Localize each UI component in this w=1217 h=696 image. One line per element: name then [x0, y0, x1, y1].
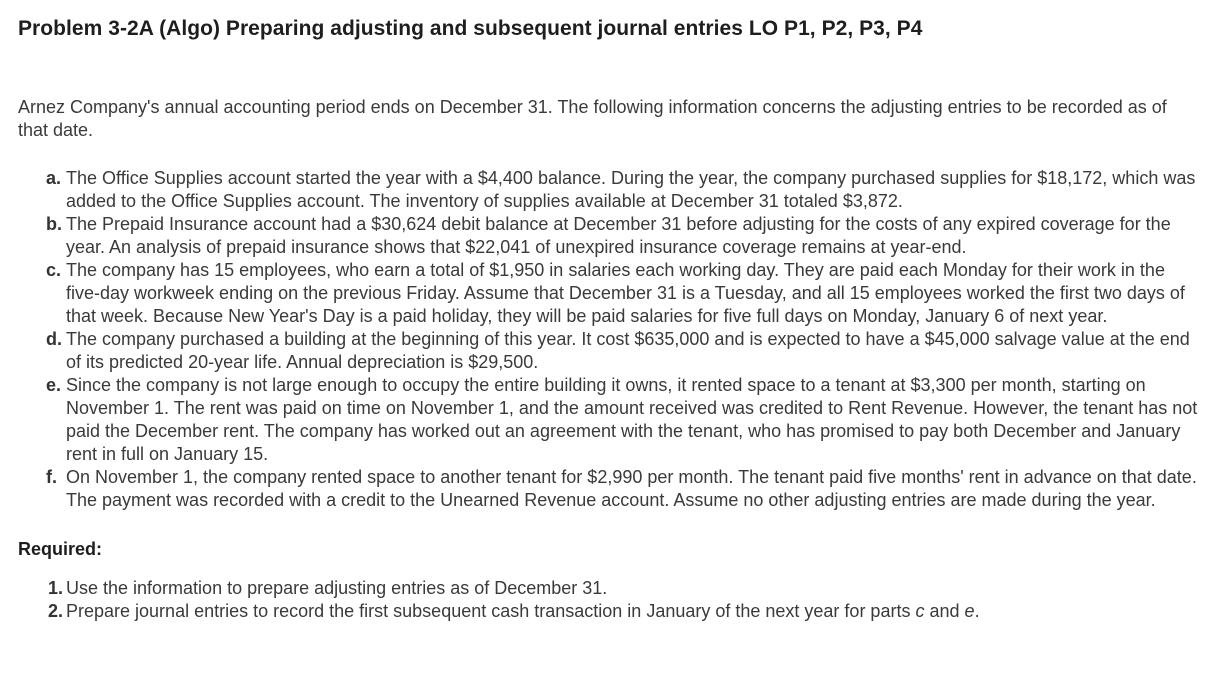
item-c	[18, 259, 1199, 328]
required-marker: 2.	[48, 601, 64, 621]
item-text: On November 1, the company rented space to another tenant for $2,990 per month. The tenant paid five months' rent in advance on that date. The payment was recorded with a credit to the Unearned Revenue account. Assume no other adjusting entries are made during the year.	[66, 467, 1197, 510]
item-marker: f.	[46, 467, 57, 487]
item-marker: d.	[46, 329, 62, 349]
item-text: The Office Supplies account started the year with a $4,400 balance. During the year, the company purchased supplies for $18,172, which was added to the Office Supplies account. The inventory of supplies available at December 31 totaled $3,872.	[66, 168, 1196, 211]
item-b	[18, 213, 1199, 259]
required-heading: Required:	[18, 539, 103, 559]
required-text: Prepare journal entries to record the first subsequent cash transaction in January of the next year for parts	[66, 601, 911, 621]
part-c-ref: c	[915, 601, 925, 621]
item-text: The Prepaid Insurance account had a $30,624 debit balance at December 31 before adjusting for the costs of any expired coverage for the year. An analysis of prepaid insurance shows that $22,041 of unexpired insurance coverage remains at year-end.	[66, 214, 1171, 257]
sentence-end: .	[974, 601, 980, 621]
item-marker: a.	[46, 168, 62, 188]
problem-title: Problem 3-2A (Algo) Preparing adjusting and subsequent journal entries LO P1, P2, P3, P4	[18, 17, 923, 40]
required-marker: 1.	[48, 578, 64, 598]
adjusting-items-list	[18, 167, 1199, 512]
item-text: The company has 15 employees, who earn a total of $1,950 in salaries each working day. They are paid each Monday for their work in the five-day workweek ending on the previous Friday. Assume that December 31 is a Tuesday, and all 15 employees worked the first two days of that week. Because New Year's Day is a paid holiday, they will be paid salaries for five full days on Monday, January 6 of next year.	[66, 260, 1185, 326]
required-list	[18, 577, 1199, 623]
item-f	[18, 466, 1199, 512]
connector-text: and	[929, 601, 960, 621]
part-e-ref: e	[964, 601, 975, 621]
item-text: Since the company is not large enough to occupy the entire building it owns, it rented space to a tenant at $3,300 per month, starting on November 1. The rent was paid on time on November 1, and the amount received was credited to Rent Revenue. However, the tenant has not paid the December rent. The company has worked out an agreement with the tenant, who has promised to pay both December and January rent in full on January 15.	[66, 375, 1198, 464]
item-marker: b.	[46, 214, 62, 234]
item-d	[18, 328, 1199, 374]
item-marker: e.	[46, 375, 62, 395]
item-text: The company purchased a building at the beginning of this year. It cost $635,000 and is expected to have a $45,000 salvage value at the end of its predicted 20-year life. Annual depreciation is $29,500.	[66, 329, 1190, 372]
item-marker: c.	[46, 260, 62, 280]
required-item-2	[18, 600, 1199, 623]
required-item-1	[18, 577, 1199, 600]
required-text: Use the information to prepare adjusting entries as of December 31.	[66, 578, 608, 598]
item-e	[18, 374, 1199, 466]
problem-intro: Arnez Company's annual accounting period ends on December 31. The following information concerns the adjusting entries to be recorded as of that date.	[18, 97, 1167, 140]
item-a	[18, 167, 1199, 213]
